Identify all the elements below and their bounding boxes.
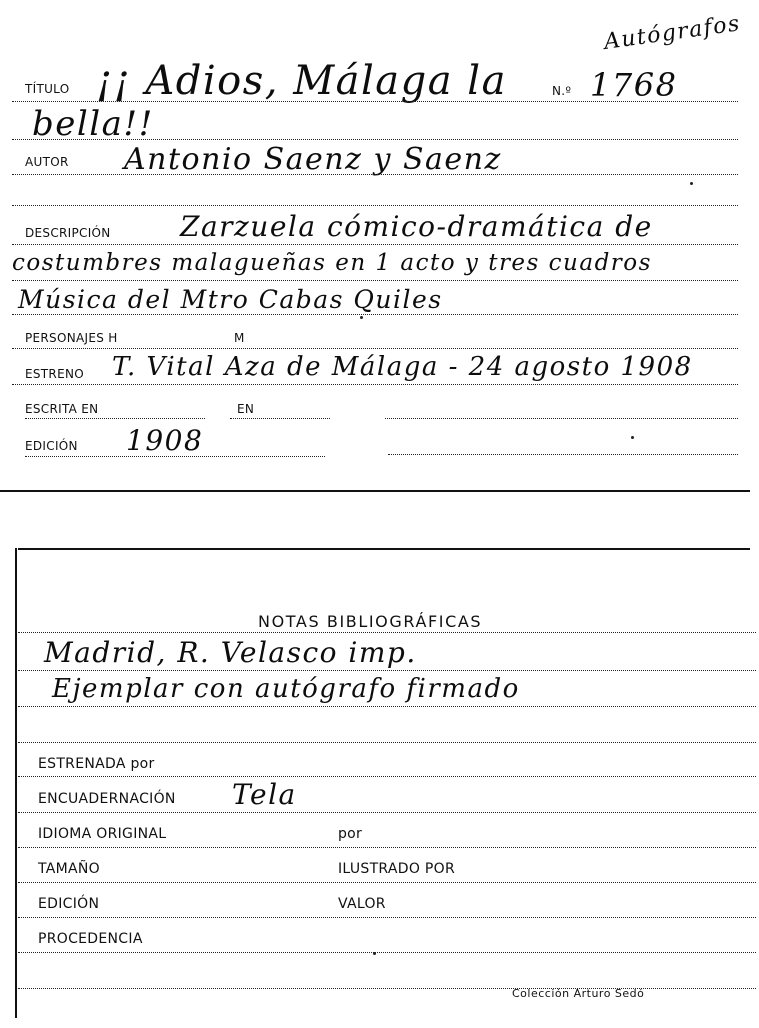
titulo-label: TÍTULO xyxy=(25,82,70,96)
por-label: por xyxy=(338,826,363,842)
ruling-line xyxy=(230,418,330,419)
tamano-label: TAMAÑO xyxy=(38,861,100,877)
estreno-value: T. Vital Aza de Málaga - 24 agosto 1908 xyxy=(112,352,693,382)
ilustrado-label: ILUSTRADO POR xyxy=(338,861,455,877)
notas-heading: NOTAS BIBLIOGRÁFICAS xyxy=(258,612,483,631)
ruling-line xyxy=(18,988,756,989)
autor-label: AUTOR xyxy=(25,155,69,169)
ink-speck xyxy=(373,952,376,955)
ruling-line xyxy=(12,101,738,102)
card-edge xyxy=(0,490,750,492)
ink-speck xyxy=(360,316,363,319)
personajes-m-label: M xyxy=(234,331,245,345)
valor-label: VALOR xyxy=(338,896,386,912)
descripcion-label: DESCRIPCIÓN xyxy=(25,226,111,240)
ruling-line xyxy=(12,384,738,385)
catalog-card-back xyxy=(0,540,759,1028)
estreno-label: ESTRENO xyxy=(25,367,84,381)
ruling-line xyxy=(12,174,738,175)
descripcion-line2: costumbres malagueñas en 1 acto y tres cuadros xyxy=(12,250,652,276)
ruling-line xyxy=(12,314,738,315)
notes-line2: Ejemplar con autógrafo firmado xyxy=(52,674,520,704)
ruling-line xyxy=(18,812,756,813)
catalog-card-front xyxy=(0,0,759,500)
edicion-label: EDICIÓN xyxy=(25,439,78,453)
ruling-line xyxy=(25,418,205,419)
autor-value: Antonio Saenz y Saenz xyxy=(124,142,502,177)
ruling-line xyxy=(18,917,756,918)
titulo-value-line1: ¡¡ Adios, Málaga la xyxy=(96,58,507,104)
ruling-line xyxy=(12,139,738,140)
ruling-line xyxy=(12,280,738,281)
ruling-line xyxy=(12,244,738,245)
collection-credit: Colección Arturo Sedó xyxy=(512,987,645,1000)
ruling-line xyxy=(18,847,756,848)
ruling-line xyxy=(12,205,738,206)
ruling-line xyxy=(18,742,756,743)
escrita-en-label: ESCRITA EN xyxy=(25,402,99,416)
procedencia-label: PROCEDENCIA xyxy=(38,931,143,947)
numero-value: 1768 xyxy=(590,66,678,104)
descripcion-line1: Zarzuela cómico-dramática de xyxy=(180,210,653,243)
numero-label: N.º xyxy=(552,84,572,98)
encuadernacion-label: ENCUADERNACIÓN xyxy=(38,791,176,807)
notes-line1: Madrid, R. Velasco imp. xyxy=(44,636,417,669)
edicion-label-bottom: EDICIÓN xyxy=(38,896,100,912)
card-edge xyxy=(18,548,750,550)
ink-speck xyxy=(631,436,634,439)
ruling-line xyxy=(12,348,738,349)
ink-speck xyxy=(690,182,693,185)
ruling-line xyxy=(18,776,756,777)
escrita-en-en-label: EN xyxy=(237,402,255,416)
annotation-autografos: Autógrafos xyxy=(602,11,743,56)
encuadernacion-value: Tela xyxy=(232,778,297,811)
ruling-line xyxy=(18,952,756,953)
ruling-line xyxy=(385,418,738,419)
ruling-line xyxy=(18,670,756,671)
ruling-line xyxy=(18,882,756,883)
descripcion-line3: Música del Mtro Cabas Quiles xyxy=(18,285,443,314)
idioma-label: IDIOMA ORIGINAL xyxy=(38,826,167,842)
ruling-line xyxy=(18,632,756,633)
ruling-line xyxy=(388,454,738,455)
titulo-value-line2: bella!! xyxy=(32,104,154,144)
edicion-value: 1908 xyxy=(126,424,204,457)
personajes-label: PERSONAJES H xyxy=(25,331,118,345)
ruling-line xyxy=(25,456,325,457)
card-edge xyxy=(15,548,17,1018)
estrenada-label: ESTRENADA por xyxy=(38,756,155,772)
ruling-line xyxy=(18,706,756,707)
